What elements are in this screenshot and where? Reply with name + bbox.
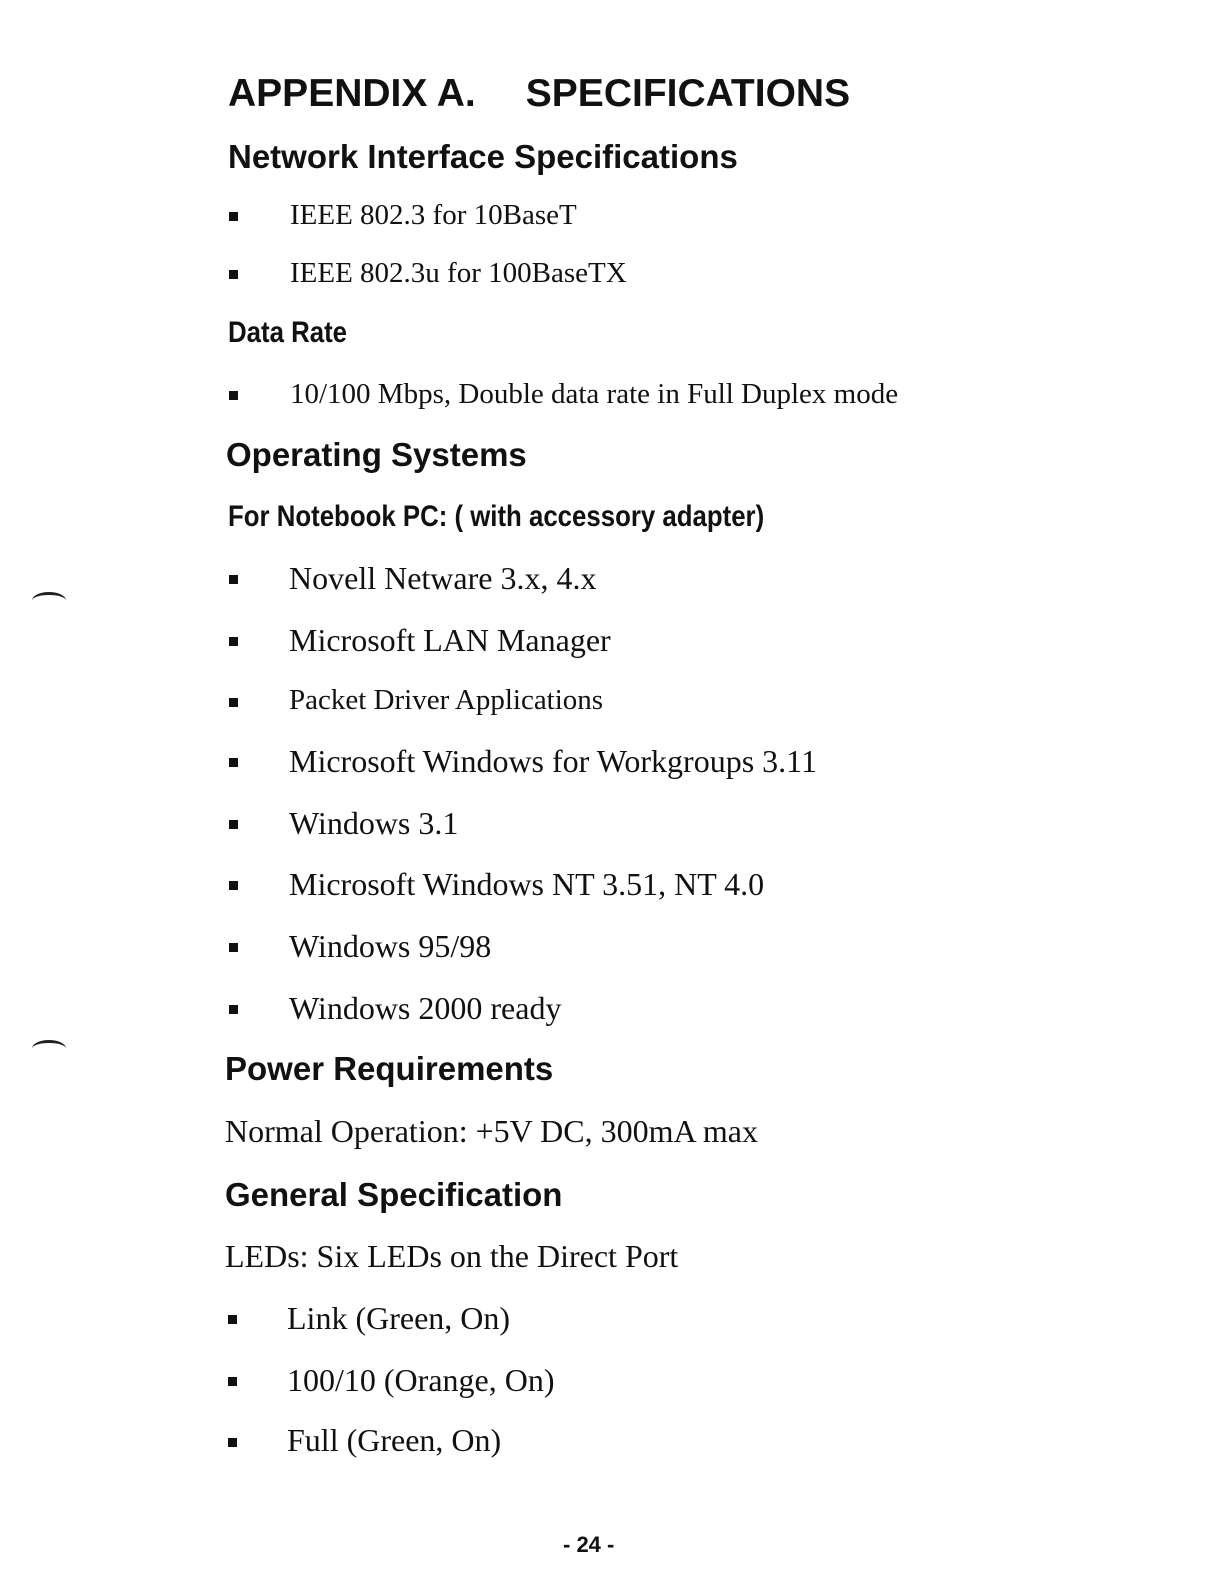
- leds-text: LEDs: Six LEDs on the Direct Port: [225, 1238, 679, 1274]
- list-item: Packet Driver Applications: [289, 684, 604, 716]
- bullet-icon: [229, 212, 238, 221]
- list-item: 100/10 (Orange, On): [287, 1362, 555, 1398]
- list-item: Full (Green, On): [287, 1422, 502, 1458]
- list-item: Microsoft Windows for Workgroups 3.11: [289, 743, 817, 779]
- bullet-icon: [229, 820, 238, 829]
- bullet-icon: [229, 270, 238, 279]
- page-number: - 24 -: [563, 1532, 615, 1557]
- bullet-icon: [229, 1005, 238, 1014]
- bullet-icon: [229, 881, 238, 890]
- list-item: IEEE 802.3 for 10BaseT: [290, 199, 577, 231]
- bullet-icon: [228, 1438, 237, 1447]
- appendix-title: SPECIFICATIONS: [525, 72, 851, 115]
- power-text: Normal Operation: +5V DC, 300mA max: [225, 1113, 758, 1149]
- appendix-label: APPENDIX A.: [228, 72, 476, 115]
- heading-data-rate: Data Rate: [228, 316, 348, 349]
- subheading-notebook-pc: For Notebook PC: ( with accessory adapter): [228, 500, 765, 533]
- list-item: Windows 95/98: [289, 928, 492, 964]
- heading-operating-systems: Operating Systems: [226, 436, 527, 473]
- bullet-icon: [229, 698, 238, 707]
- bullet-icon: [229, 575, 238, 584]
- bullet-icon: [229, 391, 238, 400]
- bullet-icon: [229, 943, 238, 952]
- list-item: 10/100 Mbps, Double data rate in Full Duplex mode: [290, 378, 899, 410]
- list-item: Microsoft LAN Manager: [289, 622, 611, 658]
- heading-network-interface: Network Interface Specifications: [228, 138, 738, 175]
- heading-general-specification: General Specification: [225, 1176, 563, 1213]
- bullet-icon: [228, 1377, 237, 1386]
- list-item: Windows 2000 ready: [289, 990, 562, 1026]
- list-item: Novell Netware 3.x, 4.x: [289, 560, 597, 596]
- page-title: [228, 72, 850, 116]
- heading-power-requirements: Power Requirements: [225, 1050, 554, 1087]
- bullet-icon: [229, 758, 238, 767]
- bullet-icon: [229, 637, 238, 646]
- binding-mark-icon: [32, 1040, 66, 1057]
- bullet-icon: [228, 1315, 237, 1324]
- list-item: Windows 3.1: [289, 805, 459, 841]
- list-item: Microsoft Windows NT 3.51, NT 4.0: [289, 866, 765, 902]
- list-item: Link (Green, On): [287, 1300, 511, 1336]
- list-item: IEEE 802.3u for 100BaseTX: [290, 257, 627, 289]
- binding-mark-icon: [32, 592, 66, 609]
